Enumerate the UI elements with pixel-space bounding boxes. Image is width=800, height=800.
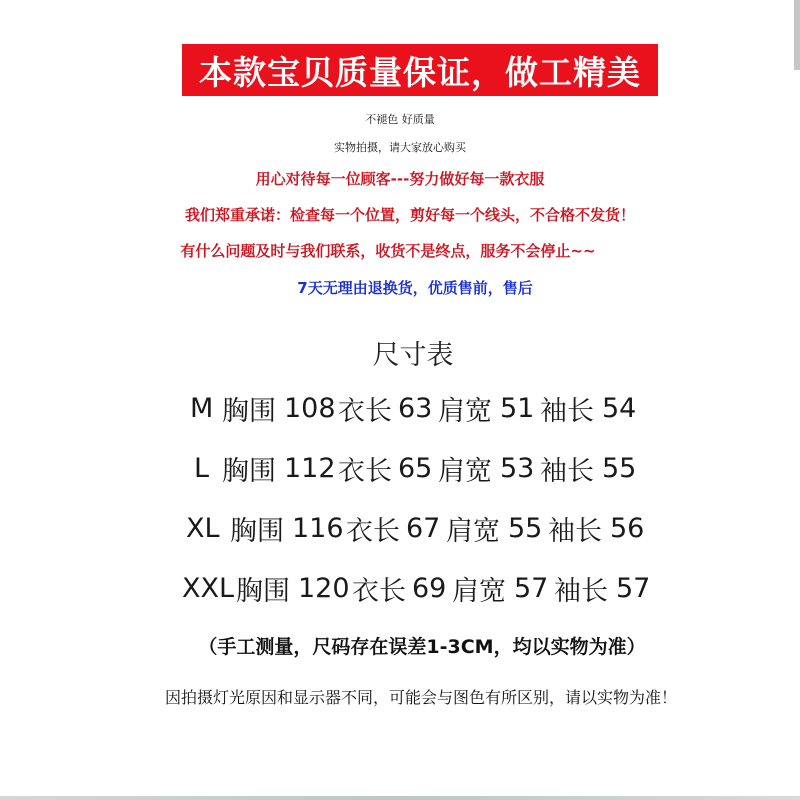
chest-value: 112 [284, 452, 336, 484]
shoulder-value: 55 [508, 512, 543, 544]
shoulder-label: 肩宽 [438, 395, 492, 427]
color-disclaimer: 因拍摄灯光原因和显示器不同，可能会与图色有所区别，请以实物为准！ [164, 688, 677, 707]
sleeve-label: 袖长 [540, 395, 594, 427]
sleeve-value: 55 [602, 452, 637, 484]
length-label: 衣长 [338, 395, 392, 427]
contact-us-line: 有什么问题及时与我们联系，收货不是终点，服务不会停止~~ [180, 242, 596, 260]
length-value: 67 [406, 512, 441, 544]
banner-text: 本款宝贝质量保证，做工精美 [199, 52, 641, 92]
sleeve-label: 袖长 [548, 515, 602, 547]
length-label: 衣长 [346, 515, 400, 547]
size-label: XXL [182, 572, 235, 604]
length-label: 衣长 [338, 455, 392, 487]
sleeve-value: 54 [602, 392, 637, 424]
size-row-xl [0, 508, 800, 548]
measurement-note: （手工测量，尺码存在误差1-3CM，均以实物为准） [198, 636, 646, 658]
bottom-edge-strip [0, 796, 800, 800]
chest-label: 胸围 [230, 515, 284, 547]
return-policy-line: 7天无理由退换货，优质售前，售后 [297, 279, 533, 297]
shoulder-value: 57 [514, 572, 549, 604]
no-fade-line: 不褪色 好质量 [365, 113, 435, 126]
shoulder-label: 肩宽 [438, 455, 492, 487]
size-chart-title: 尺寸表 [372, 340, 454, 371]
chest-label: 胸围 [236, 575, 290, 607]
size-row-xxl [0, 568, 800, 608]
service-promise-line: 用心对待每一位顾客---努力做好每一款衣服 [255, 170, 545, 188]
length-value: 65 [398, 452, 433, 484]
quality-banner [182, 44, 658, 96]
shoulder-value: 51 [500, 392, 535, 424]
shoulder-label: 肩宽 [446, 515, 500, 547]
size-row-l [0, 448, 800, 488]
sleeve-value: 56 [610, 512, 645, 544]
length-label: 衣长 [352, 575, 406, 607]
sleeve-label: 袖长 [540, 455, 594, 487]
chest-label: 胸围 [222, 455, 276, 487]
size-row-m [0, 388, 800, 428]
length-value: 69 [412, 572, 447, 604]
shoulder-label: 肩宽 [452, 575, 506, 607]
chest-value: 120 [298, 572, 350, 604]
sleeve-label: 袖长 [554, 575, 608, 607]
quality-check-promise-line: 我们郑重承诺：检查每一个位置，剪好每一个线头，不合格不发货！ [184, 206, 635, 224]
chest-value: 108 [284, 392, 336, 424]
sleeve-value: 57 [616, 572, 651, 604]
size-label: L [194, 452, 210, 484]
chest-label: 胸围 [222, 395, 276, 427]
right-edge-strip [794, 0, 800, 70]
size-label: XL [186, 512, 220, 544]
size-label: M [190, 392, 214, 424]
real-photo-line: 实物拍摄，请大家放心购买 [334, 141, 466, 154]
shoulder-value: 53 [500, 452, 535, 484]
length-value: 63 [398, 392, 433, 424]
chest-value: 116 [292, 512, 344, 544]
